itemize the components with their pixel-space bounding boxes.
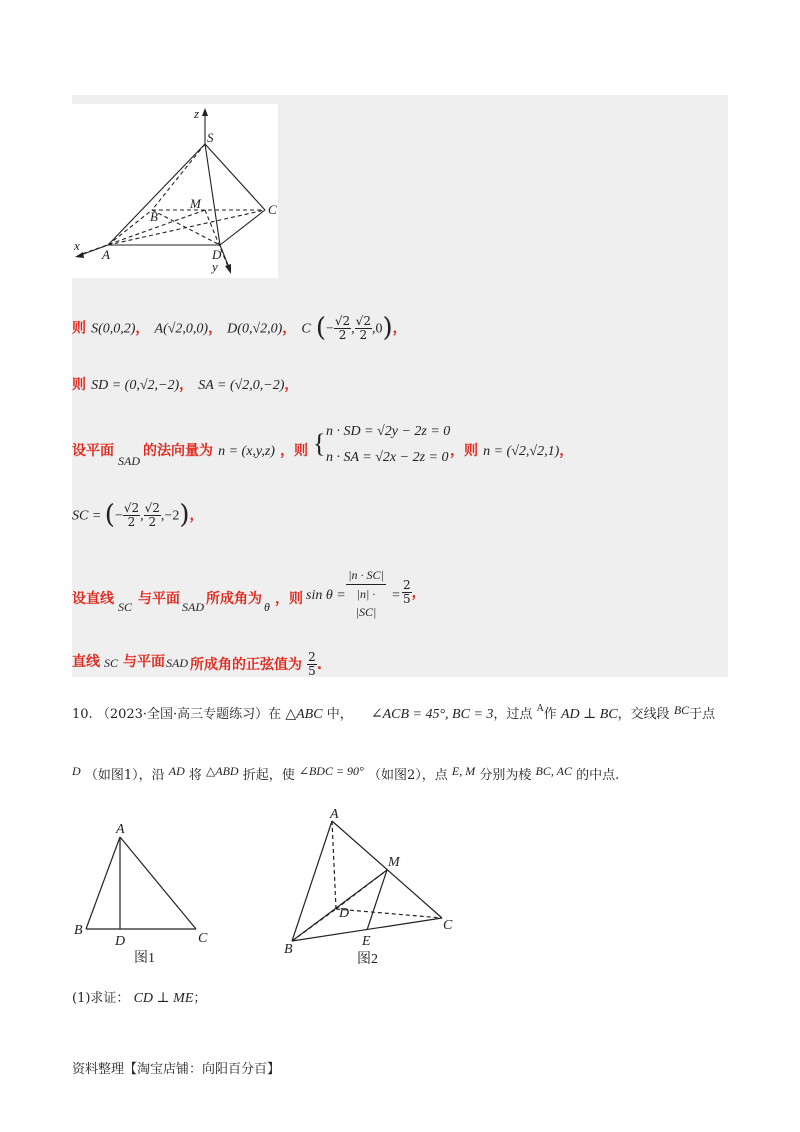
fig2-ref: （如图2），点 xyxy=(367,768,448,783)
problem-number: 10. xyxy=(72,707,93,722)
AD-ref: AD xyxy=(168,764,185,778)
fig1-ref: （如图1），沿 xyxy=(84,768,165,783)
fig1-edge-AC xyxy=(120,837,196,929)
den: 5 xyxy=(403,592,411,606)
paren-open: ( xyxy=(315,313,326,343)
conclusion-SAD: SAD xyxy=(166,656,188,670)
fig2-edge-ME xyxy=(367,870,387,930)
sin-theta: sin θ = xyxy=(306,588,346,603)
edge-DC xyxy=(220,210,265,245)
end: ； xyxy=(193,991,207,1006)
sin-value-frac xyxy=(402,579,426,606)
minus: − xyxy=(325,321,334,337)
den: 5 xyxy=(308,664,316,678)
angle-lead: 设直线 xyxy=(72,591,114,607)
point-C-label: C xyxy=(301,321,311,337)
num: 2 xyxy=(308,650,316,664)
equation-2: n · SA = √2x − 2z = 0 xyxy=(326,450,449,465)
sin-fraction xyxy=(346,566,386,621)
fig2-label-E: E xyxy=(362,934,371,949)
question-1-statement: CD ⊥ ME xyxy=(133,991,194,1006)
fig2-edge-DC xyxy=(336,909,442,918)
end: . xyxy=(316,657,323,673)
fig2-caption: 图2 xyxy=(357,952,378,967)
question-1 xyxy=(72,987,206,1007)
sep: ， xyxy=(135,320,150,337)
fig2-edge-AC xyxy=(332,821,442,918)
fig1-label-A: A xyxy=(116,822,125,837)
sin-denominator: |n| · |SC| xyxy=(355,587,377,619)
segment-BC: BC xyxy=(673,703,690,717)
label-z: z xyxy=(194,106,200,121)
mid: 与平面 xyxy=(123,654,165,670)
frac-b: $\frac{√2}{2}$ xyxy=(144,500,160,529)
fig1-label-B: B xyxy=(74,923,83,938)
label-S: S xyxy=(207,130,214,145)
fig2-label-M: M xyxy=(388,855,400,870)
diag-BD xyxy=(152,210,220,245)
conclusion-SC: SC xyxy=(104,656,119,670)
make: 作 xyxy=(543,707,557,722)
midpoint-text: 的中点. xyxy=(576,768,620,783)
sep: ， xyxy=(282,320,297,337)
problem-line-1 xyxy=(72,703,715,723)
z-arrow xyxy=(202,108,208,116)
label-D: D xyxy=(212,247,222,262)
frac-sqrt2-over-2: $\frac{√2}{2}$ xyxy=(355,313,371,342)
then: ，则 xyxy=(275,591,303,607)
label-C: C xyxy=(268,202,277,217)
fig2-edge-AD xyxy=(332,821,336,909)
normal-result-group xyxy=(450,440,573,460)
label-M: M xyxy=(190,196,201,211)
point-A-ref: A xyxy=(536,703,544,714)
sep: ， xyxy=(392,320,407,337)
point-A: A(√2,0,0) xyxy=(154,321,209,337)
system-brace: { xyxy=(313,429,326,458)
angle-BDC: ∠BDC = 90° xyxy=(298,764,364,778)
pyramid-figure xyxy=(72,104,278,278)
paren-close: ) xyxy=(382,313,393,343)
vectors-line xyxy=(72,374,298,394)
normal-mid-group xyxy=(143,440,308,460)
sc-vector-line: SC = (− $\frac{√2}{2}$ , $\frac{√2}{2}$ ,−2)， xyxy=(72,500,204,530)
frac-neg-sqrt2-over-2: $\frac{√2}{2}$ xyxy=(334,313,351,342)
tail: 所成角的正弦值为 xyxy=(190,657,302,673)
sep: ， xyxy=(189,507,204,524)
point-D-ref: D xyxy=(72,764,81,778)
triangle-ABC: △ABC xyxy=(285,707,323,722)
then2: ，则 xyxy=(450,443,478,459)
mid2: 所成角为 xyxy=(206,591,262,607)
label-B: B xyxy=(150,209,158,224)
points-EM: E, M xyxy=(451,764,476,778)
paren-close: ) xyxy=(179,500,190,530)
normal-n: n = (x,y,z) xyxy=(218,444,275,459)
fig1-caption: 图1 xyxy=(134,951,155,966)
footer-credit: 资料整理【淘宝店铺：向阳百分百】 xyxy=(72,1062,281,1077)
normal-lead: 设平面 xyxy=(72,443,114,459)
sep: ， xyxy=(284,377,299,393)
fig1-label-C: C xyxy=(198,931,208,946)
figure-1 xyxy=(72,815,222,970)
fig2-label-B: B xyxy=(284,942,293,957)
then: ，则 xyxy=(280,443,309,459)
fig1-edge-AB xyxy=(86,837,120,929)
fig1-label-D: D xyxy=(115,934,126,949)
label-A: A xyxy=(102,247,110,262)
in: 中， xyxy=(326,707,353,722)
problem-line-2 xyxy=(72,764,619,783)
problem-source: （2023·全国·高三专题练习）在 xyxy=(96,707,282,722)
angle-mid xyxy=(138,588,180,608)
vector-SD: SD = (0,√2,−2) xyxy=(91,378,180,393)
angle-mid2 xyxy=(206,588,262,608)
vectors-prefix: 则 xyxy=(72,377,86,393)
given-condition: ∠ACB = 45°, BC = 3 xyxy=(370,707,494,722)
conclusion-mid xyxy=(123,651,165,671)
coords-line: 则 S(0,0,2)， A(√2,0,0)， D(0,√2,0)， C (− $\frac{√2}{2}$ , $\frac{√2}{2}$ ,0)， xyxy=(72,313,407,343)
label-y: y xyxy=(212,259,218,274)
plane-SAD-2: SAD xyxy=(182,600,204,614)
triangle-ABD: △ABD xyxy=(206,764,239,778)
sep: ， xyxy=(559,443,574,459)
plane-SAD: SAD xyxy=(118,454,140,468)
figure-2 xyxy=(280,805,460,970)
vector-SC-label: SC = xyxy=(72,508,105,524)
normal-mid: 的法向量为 xyxy=(143,443,213,459)
point-D: D(0,√2,0) xyxy=(227,321,283,337)
normal-vector-line xyxy=(72,440,114,460)
normal-value: n = (√2,√2,1) xyxy=(483,444,560,459)
sep: ， xyxy=(411,585,426,601)
fig2-label-C: C xyxy=(443,918,453,933)
sep: ， xyxy=(208,320,223,337)
edges-BC-AC: BC, AC xyxy=(535,764,572,778)
through: ，过点 xyxy=(493,707,533,722)
vector-SA: SA = (√2,0,−2) xyxy=(198,378,285,393)
fig2-label-D: D xyxy=(339,906,350,921)
fig2-label-A: A xyxy=(330,807,339,822)
cross: ，交线段 xyxy=(617,707,670,722)
at: 于点 xyxy=(689,707,716,722)
label-x: x xyxy=(74,238,80,253)
conclusion-lead xyxy=(72,651,100,671)
angle-then xyxy=(275,588,303,608)
sep: ， xyxy=(179,377,194,393)
fold: 折起，使 xyxy=(242,768,295,783)
point-S: S(0,0,2) xyxy=(91,321,136,337)
coords-prefix: 则 xyxy=(72,320,86,337)
frac-a: $\frac{√2}{2}$ xyxy=(123,500,140,529)
sin-equals: = xyxy=(392,588,400,603)
theta: θ xyxy=(264,600,270,614)
angle-line-lead xyxy=(72,588,114,608)
line-SC: SC xyxy=(118,600,133,614)
sin-numerator: |n · SC| xyxy=(346,566,386,585)
are: 分别为棱 xyxy=(479,768,532,783)
y-arrow xyxy=(225,264,231,274)
will: 将 xyxy=(188,768,202,783)
mid: 与平面 xyxy=(138,591,180,607)
question-1-label: (1)求证： xyxy=(72,991,130,1006)
conclusion-tail xyxy=(190,651,322,678)
paren-open: ( xyxy=(104,500,115,530)
equation-1: n · SD = √2y − 2z = 0 xyxy=(326,424,451,439)
num: 2 xyxy=(403,578,411,592)
fig2-edge-AB xyxy=(292,821,332,941)
perp-AD-BC: AD ⊥ BC xyxy=(560,707,618,722)
edge-SC xyxy=(205,144,265,210)
lead: 直线 xyxy=(72,654,100,670)
